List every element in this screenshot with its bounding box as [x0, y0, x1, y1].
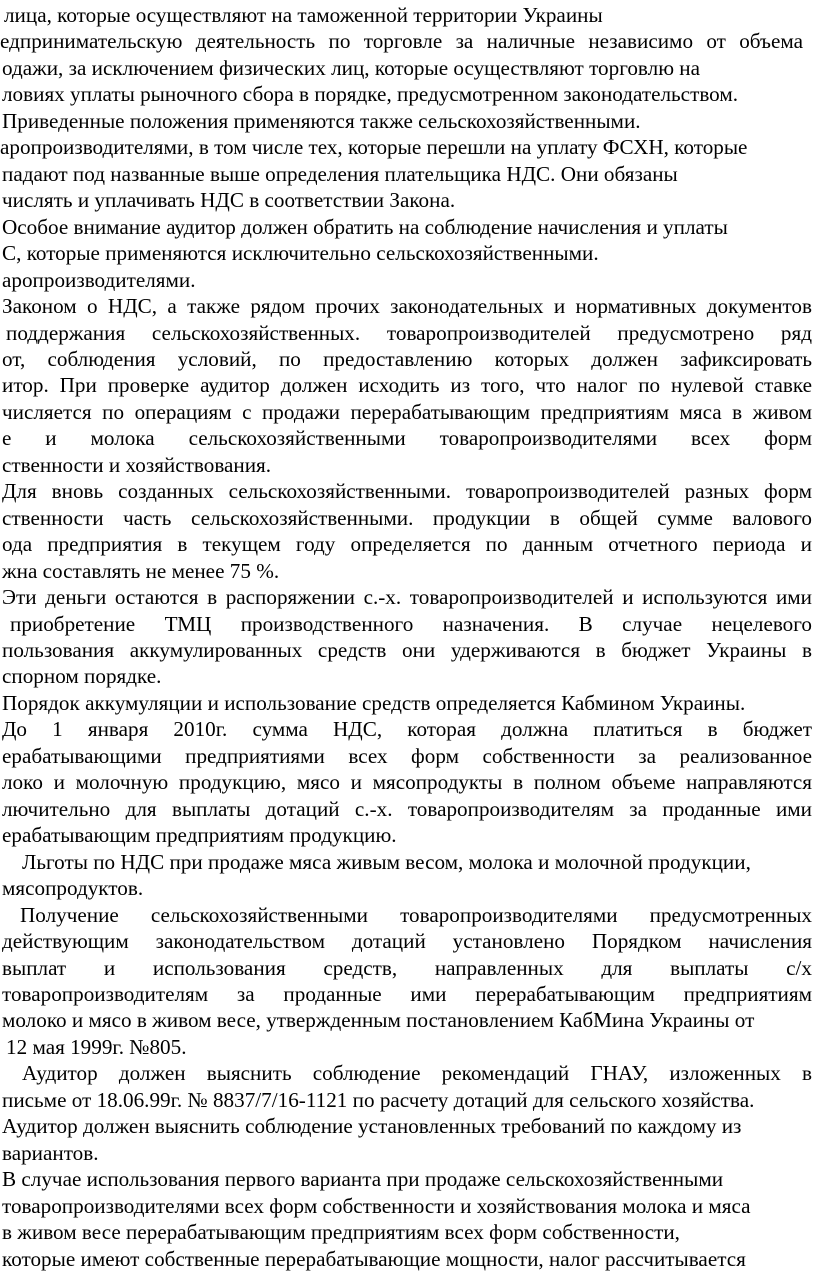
text-line: товаропроизводителями всех форм собственности и хозяйствования молока и мяса — [2, 1193, 751, 1218]
text-line: Аудитор должен выяснить соблюдение установленных требований по каждому из — [2, 1114, 742, 1139]
text-line: от, соблюдения условий, по предоставлению которых должен зафиксировать — [2, 346, 812, 371]
text-line: аропроизводителями. — [2, 267, 196, 292]
text-line: товаропроизводителям за проданные ими перерабатывающим предприятиям — [2, 981, 812, 1006]
text-line: С, которые применяются исключительно сельскохозяйственными. — [2, 241, 599, 266]
text-line: мясопродуктов. — [2, 876, 144, 901]
text-line: Для вновь созданных сельскохозяйственными. товаропроизводителей разных форм — [2, 479, 812, 504]
text-line: падают под названные выше определения плательщика НДС. Они обязаны — [2, 161, 678, 186]
text-line: лючительно для выплаты дотаций с.-х. товаропроизводителям за проданные ими — [2, 796, 812, 821]
text-line: письме от 18.06.99г. № 8837/7/16-1121 по расчету дотаций для сельского хозяйства. — [2, 1087, 755, 1112]
text-line: ода предприятия в текущем году определяется по данным отчетного периода и — [2, 532, 812, 557]
text-line: вариантов. — [2, 1140, 99, 1165]
text-line: ственности часть сельскохозяйственными. продукции в общей сумме валового — [2, 505, 812, 530]
text-line: ерабатывающими предприятиями всех форм собственности за реализованное — [2, 743, 812, 768]
text-line: числяется по операциям с продажи перерабатывающим предприятиям мяса в живом — [2, 399, 812, 424]
text-line: В случае использования первого варианта при продаже сельскохозяйственными — [2, 1167, 724, 1192]
text-line: пользования аккумулированных средств они удерживаются в бюджет Украины в — [2, 638, 812, 662]
text-line: Аудитор должен выяснить соблюдение рекомендаций ГНАУ, изложенных в — [22, 1061, 812, 1086]
text-line: одажи, за исключением физических лиц, которые осуществляют торговлю на — [2, 55, 701, 80]
text-line: числять и уплачивать НДС в соответствии Закона. — [2, 188, 456, 213]
text-line: итор. При проверке аудитор должен исходить из того, что налог по нулевой ставке — [2, 373, 812, 398]
text-line: Особое внимание аудитор должен обратить на соблюдение начисления и уплаты — [2, 214, 728, 239]
text-line: локо и молочную продукцию, мясо и мясопродукты в полном объеме направляются — [2, 770, 812, 795]
text-line: едпринимательскую деятельность по торговле за наличные независимо от объема — [0, 29, 803, 54]
text-line: ловиях уплаты рыночного сбора в порядке, предусмотренном законодательством. — [2, 82, 739, 107]
text-line: выплат и использования средств, направленных для выплаты с/х — [2, 955, 812, 980]
text-line: действующим законодательством дотаций установлено Порядком начисления — [2, 929, 812, 954]
text-line: ственности и хозяйствования. — [2, 452, 272, 477]
text-line: аропроизводителями, в том числе тех, которые перешли на уплату ФСХН, которые — [0, 135, 748, 160]
text-line: Порядок аккумуляции и использование средств определяется Кабмином Украины. — [2, 690, 746, 715]
text-line: в живом весе перерабатывающим предприятиям всех форм собственности, — [2, 1220, 680, 1245]
text-line: приобретение ТМЦ производственного назначения. В случае нецелевого — [10, 611, 812, 636]
text-line: Получение сельскохозяйственными товаропроизводителями предусмотренных — [20, 902, 812, 927]
text-line: Законом о НДС, а также рядом прочих законодательных и нормативных документов — [2, 294, 812, 319]
text-line: 12 мая 1999г. №805. — [6, 1034, 187, 1059]
text-line: Приведенные положения применяются также сельскохозяйственными. — [2, 108, 641, 133]
text-line: До 1 января 2010г. сумма НДС, которая должна платиться в бюджет — [2, 717, 812, 742]
text-line: Льготы по НДС при продаже мяса живым весом, молока и молочной продукции, — [22, 849, 751, 874]
text-line: лица, которые осуществляют на таможенной территории Украины — [4, 3, 603, 27]
text-line: Эти деньги остаются в распоряжении с.-х. товаропроизводителей и используются ими — [2, 585, 812, 610]
text-line: ерабатывающим предприятиям продукцию. — [2, 823, 397, 848]
text-line: е и молока сельскохозяйственными товаропроизводителями всех форм — [2, 426, 812, 451]
text-line: жна составлять не менее 75 %. — [2, 558, 280, 583]
text-line: молоко и мясо в живом весе, утвержденным постановлением КабМина Украины от — [2, 1008, 755, 1033]
text-line: которые имеют собственные перерабатывающие мощности, налог рассчитывается — [2, 1246, 746, 1271]
text-line: спорном порядке. — [2, 664, 162, 689]
text-line: поддержания сельскохозяйственных. товаропроизводителей предусмотрено ряд — [6, 320, 812, 345]
